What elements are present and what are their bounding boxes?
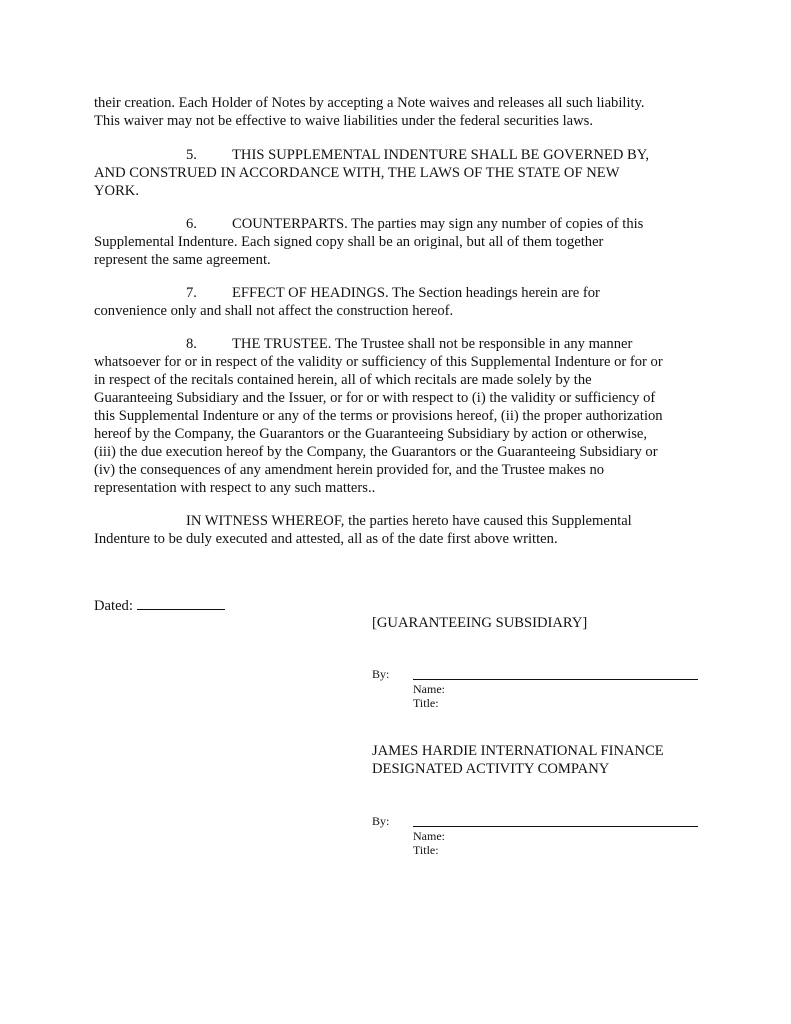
text-line: (iv) the consequences of any amendment herein provided for, and the Trustee makes no <box>94 462 605 478</box>
section-number: 6. <box>186 216 197 232</box>
text-line: in respect of the recitals contained herein, all of which recitals are made solely by the <box>94 372 592 388</box>
section-number: 8. <box>186 336 197 352</box>
title-label: Title: <box>413 843 439 857</box>
text-line: AND CONSTRUED IN ACCORDANCE WITH, THE LAWS OF THE STATE OF NEW <box>94 165 620 181</box>
text-line: representation with respect to any such matters.. <box>94 480 376 496</box>
text-line: whatsoever for or in respect of the validity or sufficiency of this Supplemental Indenture or for or <box>94 354 663 370</box>
text-line: Indenture to be duly executed and attested, all as of the date first above written. <box>94 531 558 547</box>
text-line: hereof by the Company, the Guarantors or the Guaranteeing Subsidiary by action or otherwise, <box>94 426 648 442</box>
text-line: This waiver may not be effective to waive liabilities under the federal securities laws. <box>94 113 593 129</box>
text-line: YORK. <box>94 183 139 199</box>
text-line: IN WITNESS WHEREOF, the parties hereto have caused this Supplemental <box>186 513 632 529</box>
section-7 <box>94 284 706 320</box>
text-line: EFFECT OF HEADINGS. The Section headings herein are for <box>232 285 600 301</box>
text-line: Guaranteeing Subsidiary and the Issuer, or for or with respect to (i) the validity or sufficiency of <box>94 390 656 406</box>
name-label: Name: <box>413 829 445 843</box>
text-line: convenience only and shall not affect the construction hereof. <box>94 303 454 319</box>
text-line: THE TRUSTEE. The Trustee shall not be responsible in any manner <box>232 336 633 352</box>
text-line: COUNTERPARTS. The parties may sign any number of copies of this <box>232 216 644 232</box>
date-blank-line[interactable] <box>137 597 225 610</box>
title-label: Title: <box>413 696 439 710</box>
section-number: 7. <box>186 285 197 301</box>
dated-field <box>94 597 225 615</box>
by-label: By: <box>372 667 390 681</box>
dated-label: Dated: <box>94 598 133 614</box>
text-line: this Supplemental Indenture or any of the terms or provisions hereof, (ii) the proper authorization <box>94 408 663 424</box>
witness-paragraph <box>94 512 706 548</box>
section-number: 5. <box>186 147 197 163</box>
section-8 <box>94 335 706 497</box>
signature-line[interactable] <box>413 679 698 680</box>
text-line: THIS SUPPLEMENTAL INDENTURE SHALL BE GOVERNED BY, <box>232 147 650 163</box>
signature-block-guaranteeing-subsidiary <box>372 614 587 632</box>
section-5 <box>94 146 706 200</box>
text-line: Supplemental Indenture. Each signed copy shall be an original, but all of them together <box>94 234 604 250</box>
signature-fields-guaranteeing <box>372 667 702 711</box>
entity-name: [GUARANTEEING SUBSIDIARY] <box>372 615 588 631</box>
section-6 <box>94 215 706 269</box>
entity-name: JAMES HARDIE INTERNATIONAL FINANCE <box>372 743 664 759</box>
by-label: By: <box>372 814 390 828</box>
text-line: represent the same agreement. <box>94 252 271 268</box>
signature-line[interactable] <box>413 826 698 827</box>
text-line: (iii) the due execution hereof by the Company, the Guarantors or the Guaranteeing Subsidiary or <box>94 444 658 460</box>
name-label: Name: <box>413 682 445 696</box>
signature-fields-james-hardie <box>372 814 702 858</box>
text-line: their creation. Each Holder of Notes by accepting a Note waives and releases all such liability. <box>94 95 645 111</box>
paragraph-continuation <box>94 94 706 130</box>
entity-name: DESIGNATED ACTIVITY COMPANY <box>372 761 610 777</box>
signature-block-james-hardie <box>372 742 664 778</box>
